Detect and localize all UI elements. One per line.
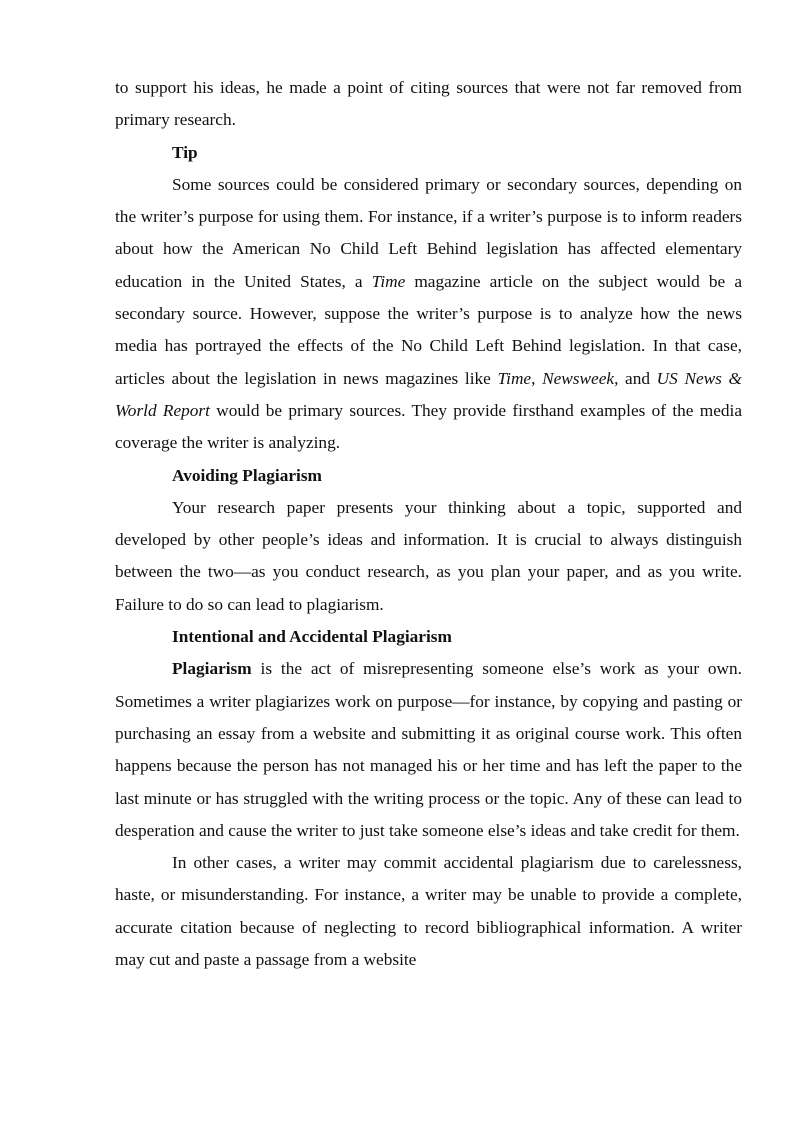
tip-text-d: , and [614,368,657,388]
term-plagiarism-bold: Plagiarism [172,659,252,679]
tip-text-e: would be primary sources. They provide firsthand examples of the media coverage the writer is analyzing. [115,400,742,453]
tip-usnews-italic: US News & World Report [115,368,743,420]
tip-text-b: magazine article on the subject would be a secondary source. However, suppose the writer’s purpose is to analyze how the news media has portrayed the effects of the No Child Left Behind legislation. In that case, articles about the legislation in news magazines like [115,271,742,388]
paragraph-continuation: to support his ideas, he made a point of citing sources that were not far removed from primary research. [115,78,742,130]
paragraph-other-cases: In other cases, a writer may commit accidental plagiarism due to carelessness, haste, or misunderstanding. For instance, a writer may be unable to provide a complete, accurate citation because of neglecting to record bibliographical information. A writer may cut and paste a passage from a website [115,853,742,970]
tip-text-a: Some sources could be considered primary or secondary sources, depending on the writer’s purpose for using them. For instance, if a writer’s purpose is to inform readers about how the American No Child Left Behind legislation has affected elementary education in the United States, a [115,174,742,291]
tip-time-italic-2: Time [497,368,532,388]
tip-text-c: , [531,368,543,388]
tip-time-italic-1: Time [371,271,406,291]
paragraph-tip [115,169,742,460]
heading-tip: Tip [172,142,198,162]
tip-newsweek-italic: Newsweek [542,368,615,388]
heading-avoiding-plagiarism: Avoiding Plagiarism [172,465,322,485]
document-page [115,72,742,976]
heading-intentional-accidental: Intentional and Accidental Plagiarism [172,627,452,647]
paragraph-avoiding-plagiarism: Your research paper presents your thinking about a topic, supported and developed by other people’s ideas and information. It is crucial to always distinguish between the two—as you conduct research, as you plan your paper, and as you write. Failure to do so can lead to plagiarism. [115,497,742,614]
paragraph-plagiarism-definition [115,653,742,847]
plagiarism-definition-text: is the act of misrepresenting someone else’s work as your own. Sometimes a writer plagiarizes work on purpose—for instance, by copying and pasting or purchasing an essay from a website and submitting it as original course work. This often happens because the person has not managed his or her time and has left the paper to the last minute or has struggled with the writing process or the topic. Any of these can lead to desperation and cause the writer to just take someone else’s ideas and take credit for them. [115,659,742,840]
